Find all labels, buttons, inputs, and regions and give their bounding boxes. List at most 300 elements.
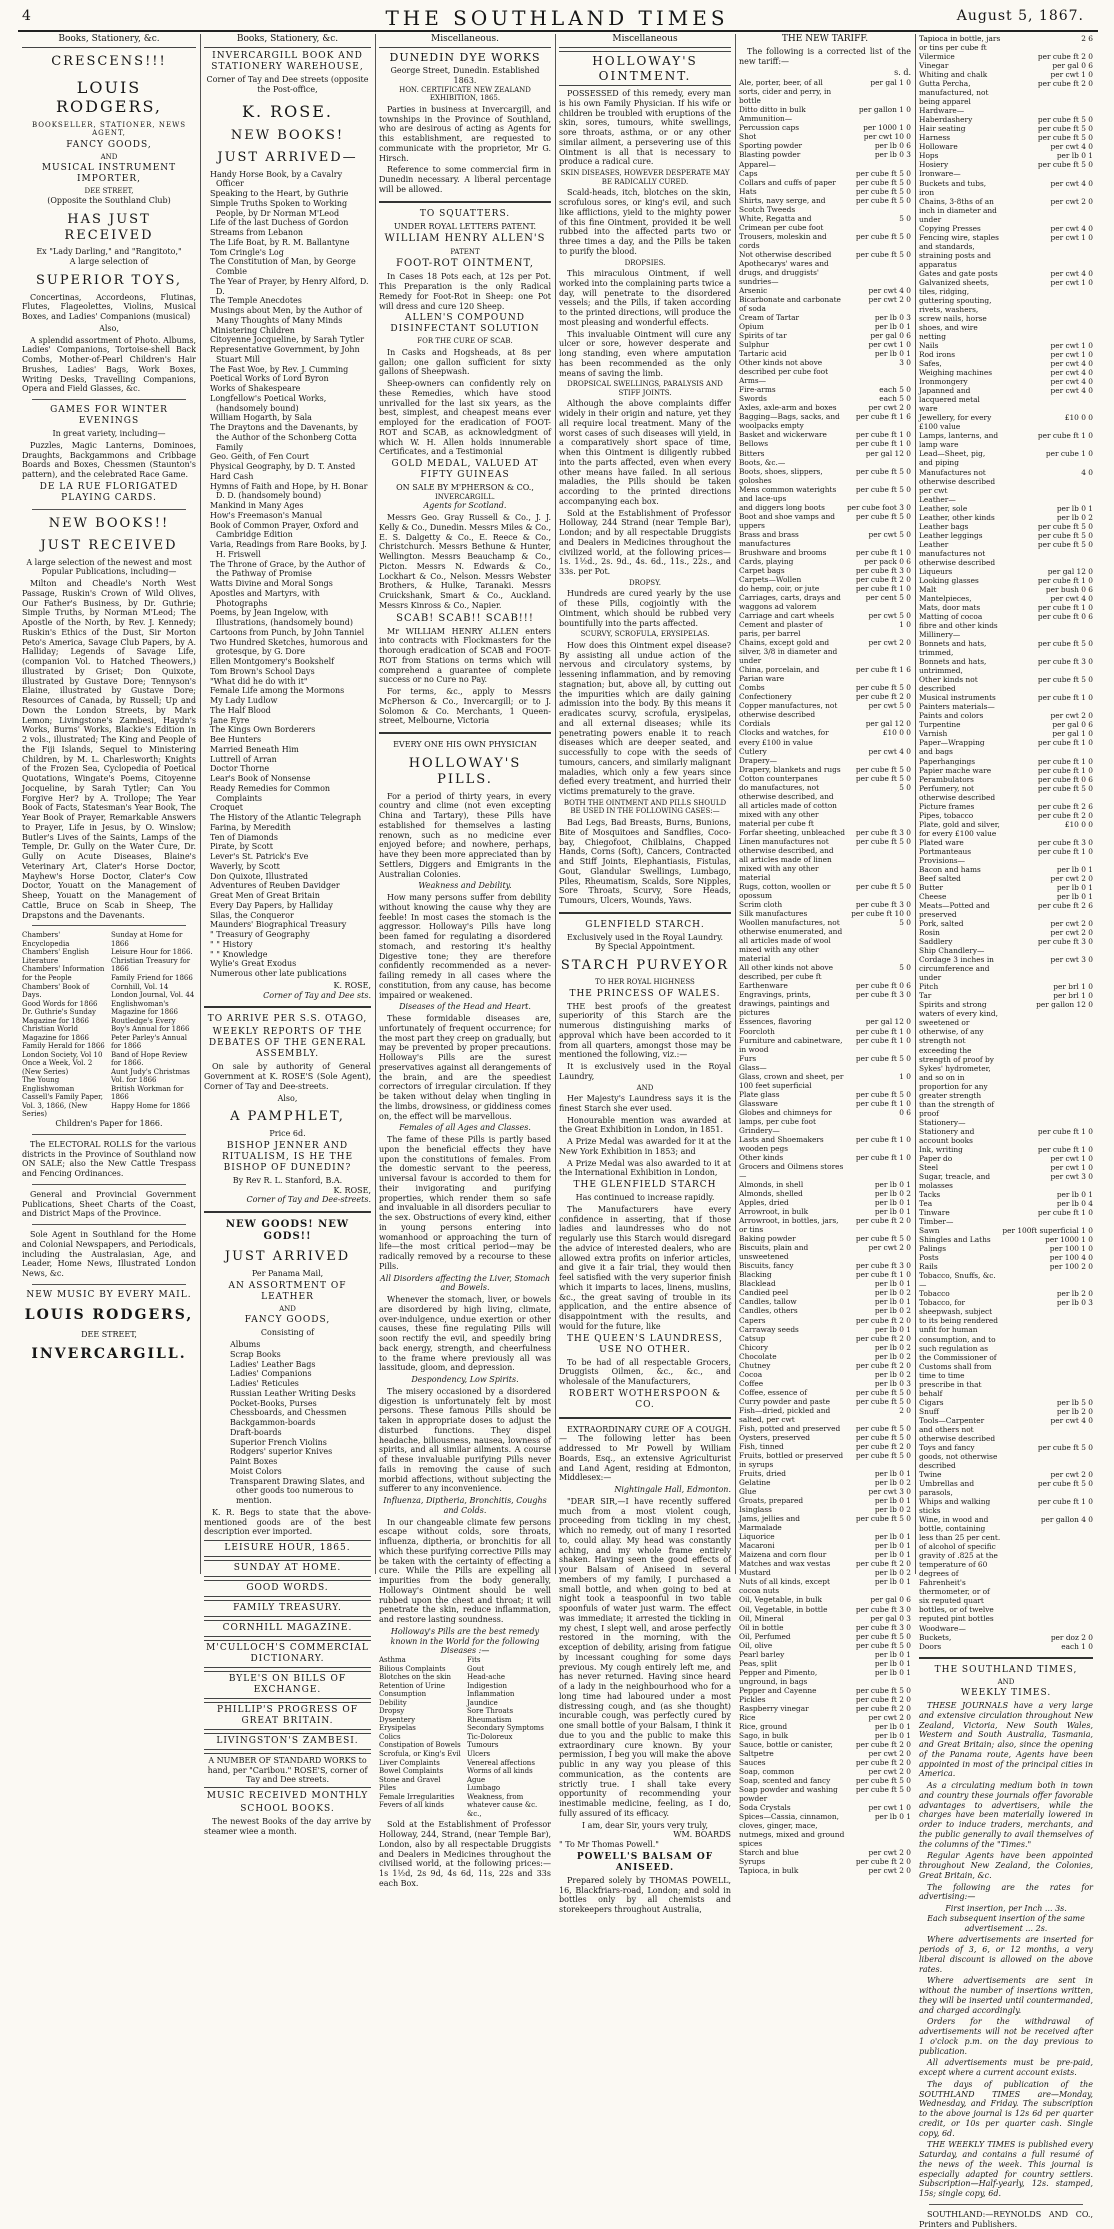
tariff-row (919, 278, 1093, 341)
advertiser-name: K. ROSE. (241, 102, 333, 122)
divider (32, 1184, 186, 1185)
book-item: The Constitution of Man, by George Combie (210, 257, 356, 277)
paragraph: Messrs Geo. Gray Russell & Co., J. J. Kelly & Co., Dunedin. Messrs Miles & Co., E. S. Dalgetty & Co., E. Reece & Co., Christchurch. Messrs Bethune & Hunter, Wellington. Messrs Beauchamp & Co., Picton. Messrs N. Edwards & Co., Lockhart & Co., Nelson. Messrs Webster Brothers, & Hulke, Taranaki. Messrs Cruickshank, Smart & Co., Auckland. Messrs Kinross & Co., Napier. (379, 513, 551, 610)
tariff-item: Axles, axle-arm and boxes (739, 403, 837, 413)
tariff-rate: per lb 0 1 (874, 1297, 911, 1307)
tariff-row (739, 1668, 911, 1686)
tariff-item: Ale, porter, beer, of all sorts, cider and perry, in bottle (739, 78, 832, 106)
tariff-rate: per cwt 1 0 (1050, 70, 1093, 80)
tariff-row (919, 368, 1093, 377)
tariff-rate: per cube ft 5 0 (1037, 530, 1093, 540)
periodical-item: Peter Parley's Annual for 1866 (111, 1033, 188, 1051)
tariff-row (919, 1398, 1093, 1407)
tariff-row (739, 1650, 911, 1659)
tariff-item: Ship Chandlery— (919, 946, 985, 956)
tariff-rate: per cube ft 2 0 (855, 1559, 911, 1569)
tariff-rate: per cwt 1 0 (1050, 1162, 1093, 1172)
tariff-row (739, 141, 911, 150)
tariff-row (739, 232, 911, 250)
paragraph: Where advertisements are sent in without the number of insertions written, they will be inserted until countermanded, and charged accordingly. (919, 1976, 1093, 2015)
tariff-row (739, 783, 911, 828)
tariff-row (739, 719, 911, 728)
disease-item: Blotches on the skin (379, 1673, 452, 1682)
tariff-item: Tapioca, in bulk (739, 1866, 799, 1876)
periodical-item: Cornhill, Vol. 14 (111, 982, 169, 991)
tariff-row (739, 1749, 911, 1758)
tariff-item: Matting of cocoa fibre and other kinds (919, 612, 998, 631)
tariff-rate: per cwt 4 0 (1050, 223, 1093, 233)
tariff-row (739, 169, 911, 178)
text-line: By Special Appointment. (594, 942, 696, 952)
tariff-item: Fire-arms (739, 385, 776, 395)
tariff-rate: per pack 0 6 (864, 556, 911, 566)
paragraph: "DEAR SIR,—I have recently suffered much from a most violent cough, proceeding from tickling in my chest, which no remedy, out of many I resorted to, could allay. My head was constantly aching, and my whole frame entirely shaken. Having seen the good effects of your Balsam of Aniseed in several members of my family, I purchased a small bottle, and when going to bed at night took a teaspoonful in two table spoonfuls of water just warm. The effect was immediate; it arrested the tickling in my chest, I slept well, and arose perfectly restored in the morning, with the exception of debility, arising from fatigue by incessant coughing for some days previous. My cough entirely left me, and has never returned. Having since heard of a lady in the neighbourhood who for a long time had laboured under a most distressing cough, and (as she thought) incurable cough, was perfectly cured by one small bottle of your Balsam, I think it due to you and the public to make this extraordinary cure known. By your permission, I beg you will make the above public in any way you please of this communication, as the contents are strictly true. I shall take every opportunity of recommending your inestimable medicine, feeling, as I do, fully assured of its efficacy. (559, 1496, 731, 1818)
tariff-rate: per lb 0 2 (874, 1342, 911, 1352)
tariff-item: Soap, common (739, 1767, 795, 1777)
conjunction: AND (279, 1304, 296, 1313)
ad-headline: NEW BOOKS! (230, 127, 345, 143)
tariff-rate: per gal 12 0 (865, 719, 911, 729)
paragraph: Orders for the withdrawal of advertisements will not be received after 1 o'clock p.m. on the day previous to publication. (919, 2017, 1093, 2056)
periodical-item: Family Herald for 1866 (22, 1042, 105, 1051)
tariff-rate: per cwt 2 0 (1050, 1469, 1093, 1479)
text-line: Nightingale Hall, Edmonton. (614, 1485, 731, 1495)
conjunction: AND (997, 1677, 1015, 1686)
tariff-row (919, 61, 1093, 70)
tariff-row (739, 1442, 911, 1451)
tariff-item: Tools—Carpenter and others not otherwise described (919, 1415, 996, 1443)
tariff-row (919, 413, 1093, 431)
tariff-rate: £10 0 0 (1064, 413, 1093, 423)
tariff-rate: per cube ft 5 0 (855, 1785, 911, 1795)
tariff-item: Soap powder and washing powder (739, 1785, 838, 1804)
tariff-row (739, 1614, 911, 1623)
disease-item: Worms of all kinds (467, 1767, 533, 1776)
tariff-rate: per cube ft 2 0 (1037, 810, 1093, 820)
tariff-rate: per cube ft 5 0 (855, 1685, 911, 1695)
column-header: Miscellaneous (559, 34, 731, 48)
tariff-rate: per 100ft superficial 1 0 (1002, 1226, 1093, 1236)
book-item: Hard Cash (210, 471, 254, 481)
tariff-rate (845, 114, 911, 123)
tariff-row (919, 757, 1093, 766)
tariff-rate: per cube ft 1 0 (1037, 738, 1093, 748)
tariff-row (739, 1216, 911, 1234)
tariff-row (739, 683, 911, 692)
ad-headline: THE SOUTHLAND TIMES, (934, 1664, 1078, 1675)
ad-headline: JUST RECEIVED (40, 537, 178, 553)
tariff-rate: per cube ft 1 0 (855, 1152, 911, 1162)
book-item: Luttrell of Arran (210, 754, 277, 764)
book-item: Physical Geography, by D. T. Ansted (210, 462, 356, 472)
periodical-item: London Journal, Vol. 44 (111, 991, 195, 1000)
tariff-row (919, 702, 1093, 711)
tariff-item: Biscuits, plain and unsweetened (739, 1243, 809, 1262)
tariff-item: Bacon and hams (919, 864, 981, 874)
tariff-rate: each 5 0 (879, 385, 911, 395)
tariff-rate: per cube ft 1 0 (855, 1098, 911, 1108)
tariff-rate: per cube ft 5 0 (855, 1514, 911, 1524)
book-item: Ellen Montgomery's Bookshelf (210, 657, 335, 667)
tariff-item: do manufactures, not otherwise described, and all articles made of cotton mixed with any other material per cube ft (739, 782, 837, 828)
tariff-rate (1000, 1624, 1093, 1633)
tariff-item: Hosiery (919, 160, 949, 170)
goods-item: Ladies' Companions (230, 1369, 312, 1379)
tariff-row (739, 1866, 911, 1875)
tariff-row (739, 1695, 911, 1704)
tariff-rate: per cwt 1 0 (1050, 277, 1093, 287)
goods-item: Draft-boards (230, 1427, 282, 1437)
tariff-item: Arrowroot, in bulk (739, 1207, 809, 1217)
tariff-rate: per lb 0 1 (1056, 503, 1093, 513)
tariff-row (919, 847, 1093, 856)
tariff-row (919, 657, 1093, 675)
book-item: Waverly, by Scott (210, 861, 280, 871)
tariff-row (739, 1857, 911, 1866)
ad-headline: AN ASSORTMENT OF LEATHER (228, 1281, 347, 1302)
tariff-item: Mantelpieces, (919, 593, 972, 603)
text-line: PATENT (450, 247, 480, 256)
tariff-rate: each 5 0 (879, 394, 911, 404)
masthead (0, 0, 1114, 30)
tariff-rate: per cube ft 5 0 (855, 511, 911, 521)
ad-headline: WEEKLY TIMES. (960, 1688, 1052, 1699)
tariff-row (919, 1000, 1093, 1117)
tariff-row (739, 1731, 911, 1740)
tariff-row (739, 1153, 911, 1162)
tariff-rate: per cwt 2 0 (1050, 196, 1093, 206)
book-item: Musings about Men, by the Author of Many Thoughts of Many Minds (210, 306, 362, 325)
tariff-rate: per gallon 1 0 (858, 105, 911, 115)
tariff-row (739, 1776, 911, 1785)
subheading: SKIN DISEASES, HOWEVER DESPERATE MAY BE RADICALLY CURED. (560, 169, 730, 186)
tariff-rate: per brl 1 0 (1053, 991, 1093, 1001)
magazine-ad: M'CULLOCH'S COMMERCIAL DICTIONARY. (204, 1640, 371, 1668)
tariff-row (919, 1163, 1093, 1172)
tariff-row (739, 1803, 911, 1812)
tariff-rate: 2 0 (899, 1405, 911, 1415)
tariff-rate: per cwt 4 0 (1050, 142, 1093, 152)
tariff-item: Blasting powder (739, 150, 801, 160)
tariff-table (739, 78, 911, 1875)
tariff-row (739, 1180, 911, 1189)
tariff-item: Lamps, lanterns, and lamp ware (919, 431, 999, 450)
conjunction: AND (100, 152, 118, 161)
tariff-item: Chains, 3-8ths of an inch in diameter and under (919, 196, 997, 224)
book-item: The Temple Anecdotes (210, 296, 302, 306)
tariff-row (739, 1469, 911, 1478)
goods-item: Paint Boxes (230, 1457, 278, 1467)
tariff-row (739, 1036, 911, 1054)
text-line: Per Panama Mail, (251, 1269, 324, 1279)
tariff-item: Boots, shoes, slippers, goloshes (739, 466, 823, 485)
tariff-item: Picture frames (919, 801, 975, 811)
tariff-row (739, 1532, 911, 1541)
periodical-item: London Society, Vol 10 (22, 1050, 103, 1059)
tariff-row (739, 1632, 911, 1641)
tariff-item: and diggers long boots (739, 502, 825, 512)
text-line: George Street, Dunedin. Established 1863. (390, 66, 540, 86)
periodical-item: Cassell's Family Paper, Vol. 3, 1866, (New Series) (22, 1093, 103, 1119)
subheading: Females of all Ages and Classes. (399, 1123, 531, 1133)
tariff-row (739, 981, 911, 990)
street-line: DEE STREET, (81, 1329, 137, 1339)
tariff-item: Saddlery (919, 937, 953, 947)
tariff-row (739, 412, 911, 430)
tariff-item: Bonnets and hats, untrimmed, (919, 657, 987, 676)
tariff-item: Oil, Vegetable, in bulk (739, 1595, 822, 1605)
tariff-row (739, 160, 911, 169)
disease-item: Stone and Gravel (379, 1775, 441, 1784)
tariff-row (739, 467, 911, 485)
tariff-row (919, 820, 1093, 838)
page-number: 4 (22, 8, 31, 24)
tariff-item: Leather, sole (919, 503, 968, 513)
tariff-row (739, 1713, 911, 1722)
tariff-item: Fruits, bottled or preserved in syrups (739, 1450, 844, 1469)
tariff-item: Sugar, treacle, and molasses (919, 1171, 991, 1190)
tariff-rate: per cube ft 1 0 (1037, 1497, 1093, 1507)
paragraph: The ELECTORAL ROLLS for the various districts in the Province of Southland now ON SALE; also the New Cattle Trespass and Fencing Ordinances. (22, 1139, 196, 1178)
subheading: Influenza, Diptheria, Bronchitis, Coughs and Colds. (383, 1496, 547, 1515)
ad-headline: DE LA RUE FLORIGATED PLAYING CARDS. (39, 481, 179, 503)
tariff-rate: per cube ft 1 0 (855, 1134, 911, 1144)
tariff-row (739, 1541, 911, 1550)
tariff-rate: per cwt 5 0 (868, 611, 911, 621)
text-line: I am, dear Sir, yours very truly, (581, 1820, 709, 1830)
ad-headline: ROBERT WOTHERSPOON & CO. (568, 1388, 722, 1410)
tariff-item: Percussion caps (739, 123, 800, 133)
book-item: Works of Shakespeare (210, 384, 301, 394)
tariff-rate: 5 0 (899, 782, 911, 792)
tariff-item: Maizena and corn flour (739, 1550, 827, 1560)
tariff-item: Snuff (919, 1406, 939, 1416)
tariff-row (739, 1126, 911, 1135)
tariff-rate: per cube ft 5 0 (1037, 1479, 1093, 1488)
paragraph: Although the above complaints differ widely in their origin and nature, yet they all require local treatment. Many of the worst cases of such diseases will yield, in a comparatively short space of time, when this Ointment is diligently rubbed into the parts affected, even when every other means have failed. In all serious maladies, the Pills should be taken according to the printed directions accompanying each box. (559, 399, 731, 506)
tariff-row (739, 1108, 911, 1126)
tariff-rate: per cwt 2 0 (868, 294, 911, 304)
paragraph: On sale by authority of General Government at K. ROSE'S (Sole Agent), Corner of Tay and Dee-streets. (204, 1062, 371, 1091)
tariff-row (739, 1234, 911, 1243)
tariff-row (739, 1659, 911, 1668)
tariff-item: Tapioca in bottle, jars or tins per cube ft (919, 34, 1001, 53)
tariff-item: Fish, potted and preserved (739, 1423, 841, 1433)
tariff-rate: per cube ft 3 0 (855, 900, 911, 910)
tariff-item: Weighing machines (919, 368, 993, 378)
goods-item: Albums (230, 1340, 261, 1350)
periodical-item: Chambers' Encyclopedia (22, 931, 70, 948)
tariff-item: Fencing wire, staples and standards, straining posts and apparatus (919, 232, 999, 269)
ad-headline: A PAMPHLET, (230, 1109, 345, 1125)
tariff-rate: per cube ft 1 0 (1037, 1208, 1093, 1218)
tariff-item: Nails (919, 341, 939, 351)
tariff-rate: per cube ft 3 0 (1037, 837, 1093, 847)
tariff-rate: per lb 0 1 (1056, 864, 1093, 874)
tariff-rate: per cwt 1 0 (868, 1803, 911, 1813)
tariff-row (739, 403, 911, 412)
ad-headline: HOLLOWAY'S PILLS. (408, 755, 522, 787)
column-6 (915, 34, 1097, 2229)
paragraph: To be had of all respectable Grocers, Druggists Oilmen, &c., &c., and wholesale of the Manufacturers, (559, 1357, 731, 1387)
tariff-item: Copper manufactures, not otherwise described (739, 701, 838, 720)
tariff-rate: per cube ft 1 0 (1037, 575, 1093, 585)
tariff-item: Engravings, prints, drawings, paintings and pictures (739, 990, 830, 1018)
book-item: Doctor Thorne (210, 764, 270, 774)
tariff-rate: per lb 0 1 (874, 1198, 911, 1208)
tariff-rate: per cube ft 5 0 (855, 231, 911, 241)
tariff-row (739, 1325, 911, 1334)
tariff-row (739, 123, 911, 132)
periodicals-right (111, 931, 196, 1119)
divider (559, 912, 731, 914)
goods-item: Russian Leather Writing Desks (230, 1388, 356, 1398)
paragraph: Whenever the stomach, liver, or bowels are disordered by high living, climate, over-indulgence, undue exertion or other causes, these fine regulating Pills will soon rectify the evil, and speedily bring back energy, strength, and cheerfulness to the frame where previously all was lassitude, gloom, and depression. (379, 1295, 551, 1373)
tariff-rate: per lb 0 2 (874, 1306, 911, 1316)
periodical-item: Chambers' English Literature (22, 948, 90, 965)
disease-item: Jaundice (467, 1698, 498, 1707)
book-item: "What did he do with it" (210, 676, 308, 686)
book-item: Book of Common Prayer, Oxford and Cambridge Edition (210, 520, 359, 540)
disease-item: Asthma (379, 1656, 406, 1665)
book-item: Every Day Papers, by Halliday (210, 900, 333, 910)
tariff-row (739, 313, 911, 322)
book-item: Tom Cringle's Log (210, 247, 284, 257)
currency-header: s. d. (894, 68, 911, 78)
tariff-item: Plated ware (919, 837, 964, 847)
paragraph: Sheep-owners can confidently rely on these Remedies, which have stood unrivalled for the last six years, as the best, simplest, and cheapest means ever employed for the eradication of FOOT-ROT and SCAB, as acknowledgment of which W. H. Allen holds innumerable Certificates, and a Testimonial (379, 379, 551, 457)
book-item: Ten of Diamonds (210, 832, 278, 842)
paragraph: Hundreds are cured yearly by the use of these Pills, cogjointly with the Ointment, which should be rubbed very bountifully into the parts affected. (559, 589, 731, 628)
tariff-item: Bellows (739, 439, 769, 449)
tariff-rate: per lb 0 2 (874, 1369, 911, 1379)
tariff-item: Provisions— (919, 855, 966, 865)
tariff-row (739, 909, 911, 918)
tariff-item: Swords (739, 394, 767, 404)
tariff-row (739, 1063, 911, 1072)
tariff-item: Grocers and Oilmens stores— (739, 1161, 844, 1180)
tariff-item: Blacking (739, 1270, 772, 1280)
tariff-item: Shirts, navy serge, and Scotch Tweeds (739, 195, 826, 214)
paragraph: How does this Ointment expel disease? By assisting all undue action of the nervous and circulatory systems, by lessening inflammation, and by removing stagnation; but, above all, by cutting out the impurities which are daily gaining admission into the body. By this means it eradicates scurvy, scrofula, erysipelas, and all external diseases; while its penetrating powers enable it to reach diseases which are deeper seated, and successfully to cope with the seeds of tumours, cancers, and similarly malignant maladies, which only a few years since defied every treatment, and hurried their victims prematurely to the grave. (559, 640, 731, 797)
tariff-item: Basket and wickerware (739, 430, 827, 440)
tariff-item: Chains, except gold and silver, 3/8 in diameter and under (739, 638, 838, 666)
tariff-item: Isinglass (739, 1505, 772, 1515)
tariff-rate: per cube ft 5 0 (855, 1640, 911, 1650)
book-item: Citoyenne Jocqueline, by Sarah Tytler (210, 335, 365, 345)
tariff-row (739, 774, 911, 783)
tariff-item: Silk manufactures (739, 909, 808, 919)
book-item: The History of the Atlantic Telegraph (210, 813, 362, 823)
paragraph: All advertisements must be pre-paid, except where a current account exists. (919, 2058, 1093, 2078)
tariff-item: Fish—dried, pickled and salted, per cwt (739, 1405, 831, 1424)
disease-item: Erysipelas (379, 1724, 416, 1733)
tariff-row (739, 701, 911, 719)
tariff-row (919, 639, 1093, 657)
tariff-rate: per cube ft 5 0 (855, 1396, 911, 1406)
tariff-item: Drapery, blankets and rugs (739, 764, 841, 774)
tariff-row (739, 1740, 911, 1749)
signature: K. ROSE, (333, 980, 371, 990)
tariff-row (739, 458, 911, 467)
signature: K. ROSE, (333, 1185, 371, 1195)
tariff-item: Timber— (919, 1217, 954, 1227)
tariff-rate (845, 1063, 911, 1072)
diseases-right (467, 1656, 551, 1818)
tariff-rate (845, 376, 911, 385)
tariff-item: Cordage 3 inches in circumference and under (919, 955, 994, 983)
tariff-rate: per cube ft 5 0 (1037, 124, 1093, 134)
tariff-row (919, 431, 1093, 449)
tariff-row (739, 1767, 911, 1776)
street-line: DEE STREET, (84, 187, 134, 196)
tariff-rate: per cube ft 1 0 (855, 1270, 911, 1280)
tariff-row (919, 106, 1093, 115)
tariff-rate: per cwt 4 0 (1050, 386, 1093, 396)
tariff-rate: per cube ft 10 0 (851, 909, 911, 919)
tariff-rate: 5 0 (899, 963, 911, 973)
paragraph: It is exclusively used in the Royal Laundry, (559, 1062, 731, 1081)
trade-line: FANCY GOODS, (66, 139, 152, 150)
magazine-ad: PHILLIP'S PROGRESS OF GREAT BRITAIN. (204, 1702, 371, 1730)
divider (32, 1134, 186, 1135)
tariff-item: Buckets and tubs, iron (919, 178, 987, 197)
tariff-rate: per cwt 5 0 (868, 701, 911, 711)
disease-item: Constipation of Bowels (379, 1741, 461, 1750)
ad-headline: NEW BOOKS!! (48, 515, 170, 531)
tariff-rate: per cube ft 5 0 (855, 168, 911, 178)
tariff-item: Coffee, essence of (739, 1387, 807, 1397)
paragraph: Mr WILLIAM HENRY ALLEN enters into contracts with Flockmasters for the thorough eradication of SCAB and FOOT-ROT from Stations on terms which will comprehend a guarantee of complete success or no Cure no Pay. (379, 626, 551, 685)
book-item: Pirate, by Scott (210, 842, 273, 852)
text-line: Also, (277, 1093, 298, 1103)
tariff-rate: per cube ft 5 0 (1037, 639, 1093, 649)
tariff-rate: per lb 0 4 (1056, 1199, 1093, 1209)
tariff-rate: per cube ft 2 0 (855, 1694, 911, 1704)
tariff-row (919, 874, 1093, 883)
tariff-row (739, 295, 911, 313)
tariff-item: Holloware (919, 142, 958, 152)
tariff-rate: per 100 2 0 (1049, 1262, 1093, 1272)
paragraph: This miraculous Ointment, if well worked into the complaining parts twice a day, will penetrate to the disordered vessels; and the Pills, if taken according to the printed directions, will produce the most pleasing and wonderful effects. (559, 269, 731, 327)
tariff-row (919, 1253, 1093, 1262)
tariff-row (739, 1279, 911, 1288)
tariff-rate: per lb 0 1 (874, 1207, 911, 1217)
tariff-rate: 5 0 (899, 918, 911, 928)
tariff-item: Rice (739, 1712, 756, 1722)
subheading: SCURVY, SCROFULA, ERYSIPELAS. (580, 630, 710, 639)
tariff-row (919, 720, 1093, 729)
tariff-item: Woodware— (919, 1623, 966, 1633)
conjunction: AND (636, 1083, 654, 1092)
tariff-rate: per cube ft 2 0 (855, 1216, 911, 1226)
tariff-rate: £10 0 0 (882, 728, 911, 738)
book-item: Hymns of Faith and Hope, by H. Bonar D. D. (handsomely bound) (210, 481, 368, 501)
tariff-item: Cream of Tartar (739, 313, 800, 323)
book-item: Watts Divine and Moral Songs (210, 579, 333, 589)
tariff-rate (1000, 1217, 1093, 1226)
ad-headline: MUSIC RECEIVED MONTHLY (206, 1791, 369, 1802)
tariff-item: Pepper and Pimento, unground, in bags (739, 1667, 818, 1686)
tariff-item: Shot (739, 132, 757, 142)
tariff-item: Grindery— (739, 1125, 780, 1135)
tariff-rate (1000, 946, 1093, 955)
tariff-rate: per lb 0 1 (874, 1469, 911, 1479)
magazine-ad: CORNHILL MAGAZINE. (204, 1620, 371, 1637)
tariff-rate: per lb 0 1 (874, 1541, 911, 1551)
paragraph: A Prize Medal was also awarded to it at the International Exhibition in London, (559, 1158, 731, 1178)
tariff-rate: per cube ft 1 6 (855, 412, 911, 422)
